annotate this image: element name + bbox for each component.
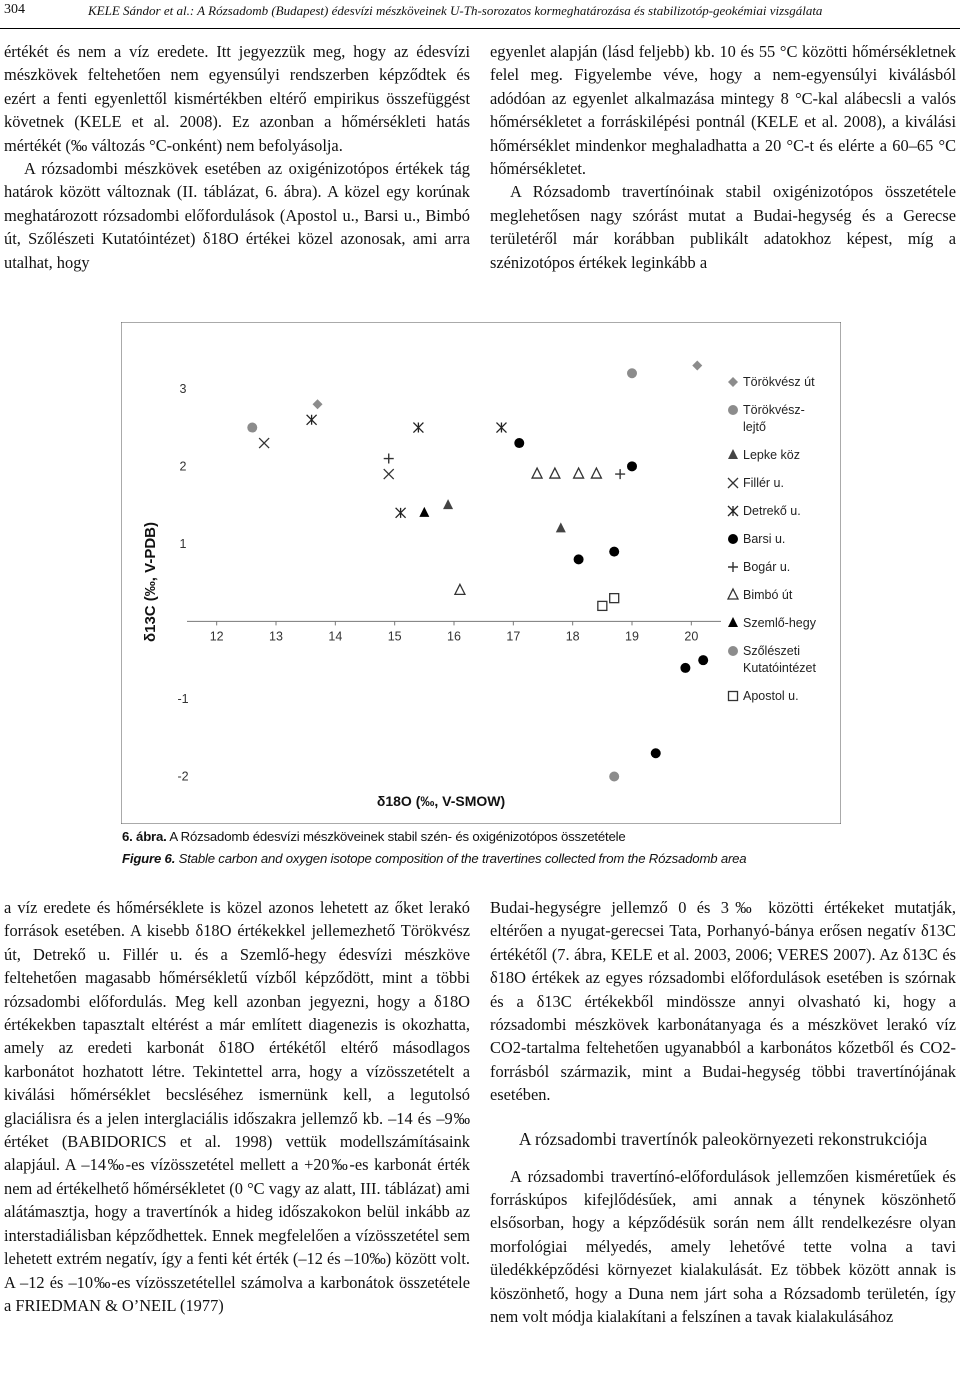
x-axis-label: δ18O (‰, V-SMOW) <box>376 793 506 809</box>
legend-label-2: Törökvész- <box>743 403 805 417</box>
data-point-6 <box>651 748 661 758</box>
legend-label-11: Apostol u. <box>743 689 799 703</box>
figure-caption-en <box>122 851 746 866</box>
x-tick-label: 14 <box>328 629 343 644</box>
legend-label-8: Bimbó út <box>743 588 793 602</box>
x-tick-label: 15 <box>387 629 402 644</box>
section-title: A rózsadombi travertínók paleokörnyezeti rekonstrukciója <box>518 1128 928 1149</box>
page-number: 304 <box>4 2 25 17</box>
y-tick-label: 2 <box>179 459 187 474</box>
legend-label-7: Bogár u. <box>743 560 791 574</box>
text-column-right-top <box>490 40 956 274</box>
data-point-6 <box>514 438 524 448</box>
x-tick-label: 20 <box>684 629 699 644</box>
legend-marker-6 <box>728 534 738 544</box>
legend-label-9: Szemlő-hegy <box>743 616 816 630</box>
y-tick-label: -2 <box>177 769 189 784</box>
data-point-6 <box>609 547 619 557</box>
running-head <box>0 0 960 29</box>
running-title: KELE Sándor et al.: A Rózsadomb (Budapest) édesvízi mészköveinek U-Th-sorozatos kormeghatározása és stabilizotóp-geokémiai vizsgálata <box>88 3 823 18</box>
data-point-6 <box>698 655 708 665</box>
data-point-6 <box>627 461 637 471</box>
y-axis-label: δ13C (‰, V-PDB) <box>142 522 159 642</box>
data-point-2 <box>627 368 637 378</box>
data-point-2 <box>247 423 257 433</box>
caption-text: A Rózsadomb édesvízi mészköveinek stabil szén- és oxigénizotópos összetétele <box>169 829 626 844</box>
paragraph: A rózsadombi travertínó-előfordulások jellemzően kisméretűek és forráskúpos kifejlődésűek, ami annak a ténynek köszönhető elsősorban, hogy a képződésük során nem állt rendelkezésre olyan morfológiai mélyedés, amely lehetővé tette volna a tavi üledékképződési környezet kialakulását. Ez többek között annak is köszönhető, hogy a Duna nem járt soha a Rózsadomb területén, így nem volt módja kialakítani a felszínen a tavak kialakulásához <box>490 1166 956 1327</box>
y-tick-label: 1 <box>179 536 187 551</box>
x-tick-label: 18 <box>565 629 580 644</box>
isotope-scatter-chart <box>121 322 841 824</box>
paragraph: a víz eredete és hőmérséklete is közel azonos lehetett az őket lerakó források esetében. A kisebb δ18O értékekkel jellemezhető Törökvész út, Detrekő u. Fillér u. és a Szemlő-hegy édesvízi mészköve feltehetően magasabb hőmérsékletű vízből képződött, mint a többi rózsadombi előfordulás. Meg kell azonban jegyezni, hogy a δ18O értékekben tapasztalt eltérést a már említett diagenezis is okozhatta, amely az eredeti karbonát δ18O értékétől eltérő másodlagos karbonátot hozhatott létre. Tekintettel arra, hogy a vízösszetételt a kiválási hőmérséklet becsléséhez ismernünk kell, a legutolsó glaciálisra és a jelen interglaciális időszakra jellemző kb. –14 és –9‰ értéket (BABIDORICS et al. 1998) vettük modellszámításaink alapjául. A –14‰-es vízösszetétel mellett a +20‰-es karbonát érték nem ad értékelhető hőmérsékletet (0 °C vagy az alatt, III. táblázat) ami alátámasztja, hogy a travertínók a hideg időszakokon belül inkább az interstadiálisban képződhettek. Ennek megfelelően a vízösszetétel sem lehetett extrém negatív, így a fenti két érték (–12 és –10‰) között volt. A –12 és –10‰-es vízösszetétellel számolva a karbonátok összetétele a FRIEDMAN & O’NEIL (1977) <box>4 898 470 1315</box>
legend-label-6: Barsi u. <box>743 532 786 546</box>
caption-label: Figure 6. <box>122 851 176 866</box>
paragraph: értékét és nem a víz eredete. Itt jegyezzük meg, hogy az édesvízi mészkövek feltehetően nem egyensúlyi rendszerben képződtek és ezért a fenti egyenlettől kismértékben eltérő empirikus összefüggést követnek (KELE et al. 2008). Ez azonban a hőmérsékleti hatás mértékét (‰ változás °C-onként) nem befolyásolja. <box>4 42 470 155</box>
paragraph: egyenlet alapján (lásd feljebb) kb. 10 és 55 °C közötti hőmérsékletnek felel meg. Figyelembe véve, hogy a nem-egyensúlyi kiválásból adódóan az egyenlet alkalmazása mintegy 8 °C-kal alábecsli a valós hőmérsékletet a forráskilépési pontnál (KELE et al. 2008), a kiválási hőmérséklet mindenkor meghaladhatta a 20 °C-t és elérte a 60–65 °C hőmérsékletet. <box>490 42 956 179</box>
paragraph: Budai-hegységre jellemző 0 és 3‰ közötti értékeket mutatják, eltérően a nyugat-gerecsei Tata, Porhanyó-bánya erősen negatív δ13C értékétől (7. ábra, KELE et al. 2003, 2006; VERES 2007). Az δ13C és δ18O értékek az egyes rózsadombi előfordulások esetében is szórnak és a δ13C értékekből mindössze annyi olvasható ki, hogy a rózsadombi mészkövek karbonátanyaga és a mészkövet lerakó víz CO2-tartalma feltehetően ugyanabból a karbonátos kőzetből és CO2-forrásból származik, mint a Budai-hegység többi travertínójának esetében. <box>490 898 956 1105</box>
data-point-6 <box>680 663 690 673</box>
paragraph: A Rózsadomb travertínóinak stabil oxigénizotópos összetétele meglehetősen nagy szórást mutat a Budai-hegység és a Gerecse területéről már korábban publikált adatokhoz képest, míg a szénizotópos értékek leginkább a <box>490 182 956 272</box>
x-tick-label: 19 <box>625 629 639 644</box>
legend-label-5: Detrekő u. <box>743 504 801 518</box>
legend-label-10: Szőlészeti <box>743 644 800 658</box>
legend-label-10: Kutatóintézet <box>743 661 816 675</box>
paragraph: A rózsadombi mészkövek esetében az oxigénizotópos értékek tág határok között változnak (II. táblázat, 6. ábra). A közel egy korúnak meghatározott rózsadombi előfordulások (Apostol u., Barsi u., Bimbó út, Szőlészeti Kutatóintézet) δ18O értékei közel azonosak, ami arra utalhat, hogy <box>4 159 470 272</box>
caption-label: 6. ábra. <box>122 829 167 844</box>
data-point-10 <box>609 771 619 781</box>
y-tick-label: 3 <box>179 381 187 396</box>
x-tick-label: 17 <box>506 629 521 644</box>
legend-label-2: lejtő <box>743 420 766 434</box>
legend-marker-10 <box>728 646 738 656</box>
text-column-left-bottom <box>4 896 470 1317</box>
text-column-right-bottom <box>490 896 956 1329</box>
legend-label-3: Lepke köz <box>743 448 800 462</box>
caption-text: Stable carbon and oxygen isotope composition of the travertines collected from the Rózsadomb area <box>178 851 747 866</box>
figure-6 <box>121 322 841 824</box>
x-tick-label: 12 <box>209 629 224 644</box>
legend-label-4: Fillér u. <box>743 476 784 490</box>
figure-caption-hu <box>122 829 625 844</box>
data-point-6 <box>574 554 584 564</box>
legend-marker-2 <box>728 405 738 415</box>
x-tick-label: 16 <box>447 629 461 644</box>
y-tick-label: -1 <box>177 691 189 706</box>
legend-label-1: Törökvész út <box>743 375 815 389</box>
x-tick-label: 13 <box>269 629 283 644</box>
text-column-left-top <box>4 40 470 274</box>
